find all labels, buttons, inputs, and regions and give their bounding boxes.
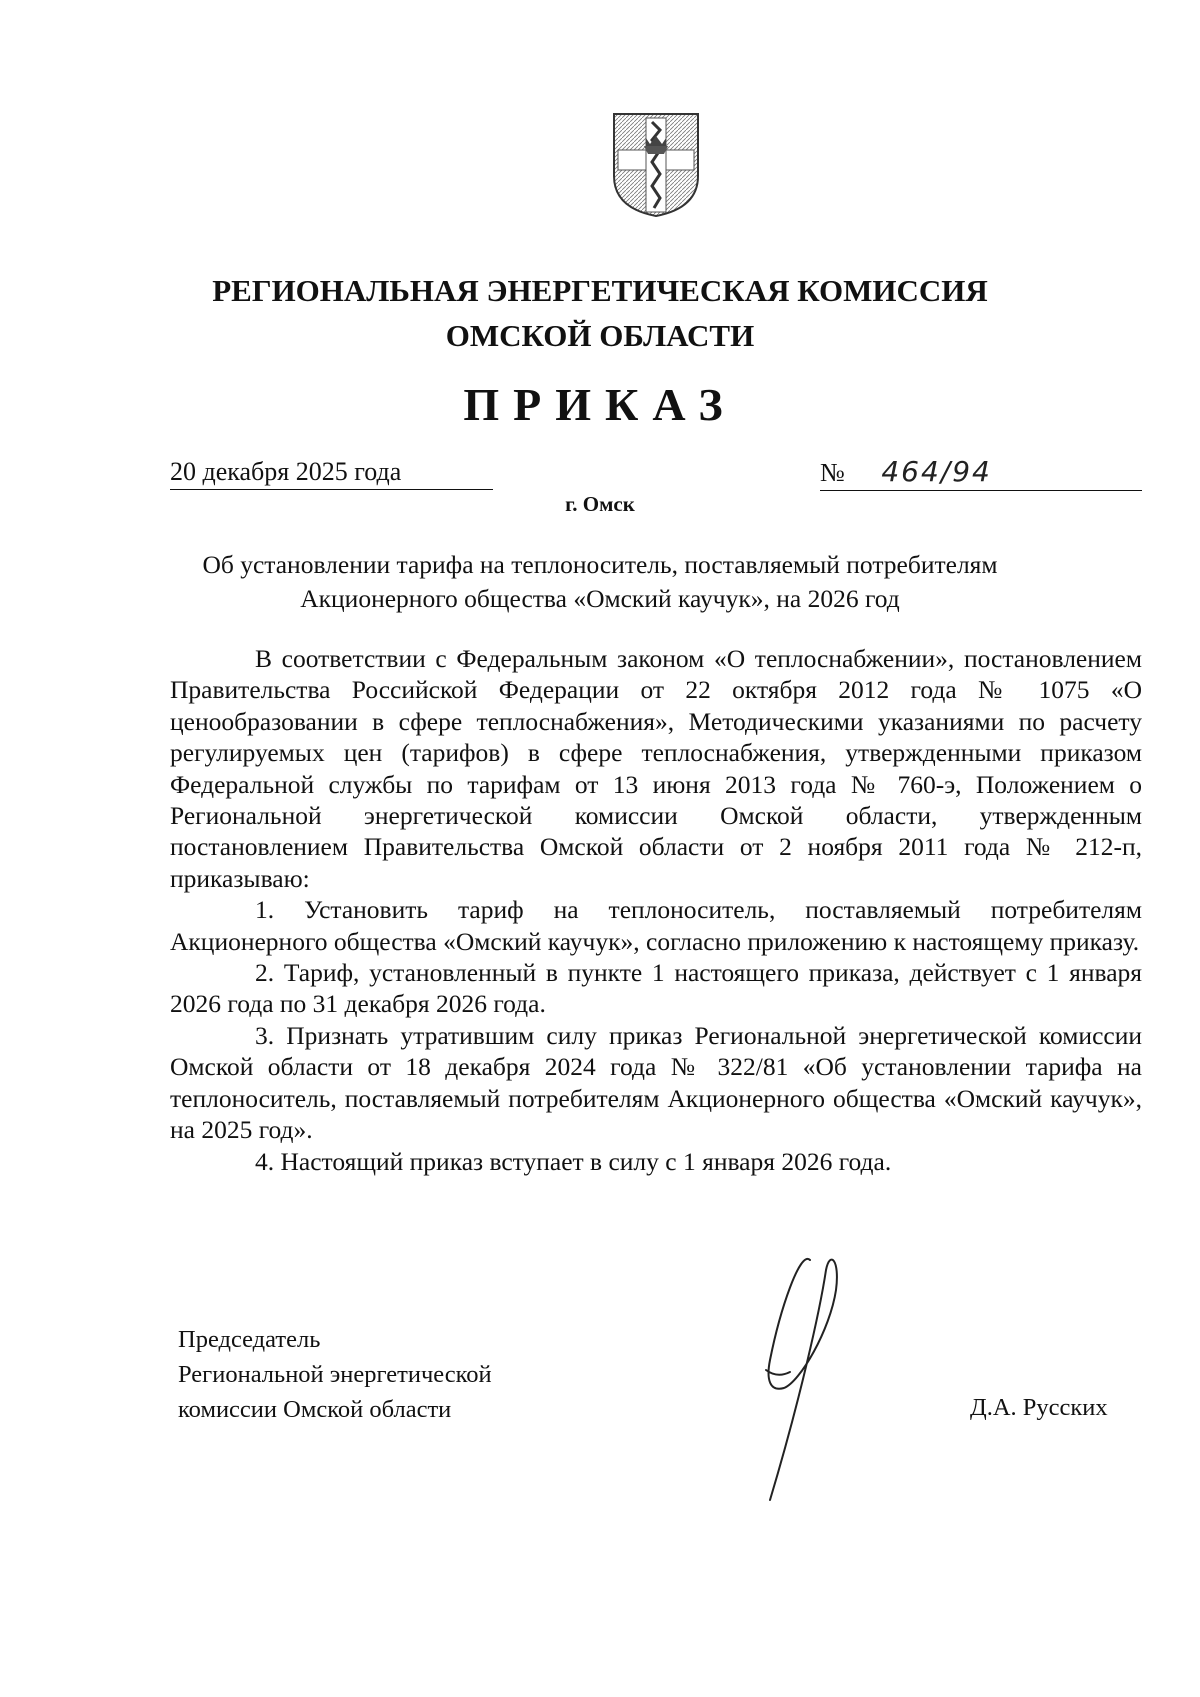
document-number-field bbox=[820, 455, 1142, 491]
organization-name-line1: РЕГИОНАЛЬНАЯ ЭНЕРГЕТИЧЕСКАЯ КОМИССИЯ bbox=[212, 273, 988, 308]
subject-line2: Акционерного общества «Омский каучук», на 2026 год bbox=[300, 584, 900, 613]
signer-position bbox=[178, 1322, 492, 1427]
signer-name: Д.А. Русских bbox=[970, 1394, 1108, 1421]
coat-of-arms-icon bbox=[610, 110, 702, 220]
document-subject bbox=[190, 548, 1010, 616]
preamble-paragraph: В соответствии с Федеральным законом «О теплоснабжении», постановлением Правительства Российской Федерации от 22 октября 2012 года № 1075 «О ценообразовании в сфере теплоснабжения», Методическими указаниями по расчету регулируемых цен (тарифов) в сфере теплоснабжения, утвержденными приказом Федеральной службы по тарифам от 13 июня 2013 года № 760-э, Положением о Региональной энергетической комиссии Омской области, утвержденным постановлением Правительства Омской области от 2 ноября 2011 года № 212-п, приказываю: bbox=[170, 644, 1142, 893]
order-item-1: 1. Установить тариф на теплоноситель, поставляемый потребителям Акционерного общества «Омский каучук», согласно приложению к настоящему приказу. bbox=[170, 895, 1142, 956]
document-city: г. Омск bbox=[565, 492, 635, 516]
signature-icon bbox=[740, 1220, 880, 1510]
document-date: 20 декабря 2025 года bbox=[170, 455, 493, 490]
signer-position-line2: Региональной энергетической bbox=[178, 1361, 492, 1388]
order-item-4: 4. Настоящий приказ вступает в силу с 1 января 2026 года. bbox=[255, 1146, 892, 1176]
signer-position-line3: комиссии Омской области bbox=[178, 1396, 452, 1423]
organization-name-line2: ОМСКОЙ ОБЛАСТИ bbox=[445, 318, 755, 353]
subject-line1: Об установлении тарифа на теплоноситель, поставляемый потребителям bbox=[202, 550, 998, 579]
document-body bbox=[170, 643, 1142, 1177]
document-number-label: № bbox=[820, 458, 845, 487]
document-type-title: ПРИКАЗ bbox=[463, 379, 737, 430]
order-item-3: 3. Признать утратившим силу приказ Региональной энергетической комиссии Омской области от 18 декабря 2024 года № 322/81 «Об установлении тарифа на теплоноситель, поставляемый потребителям Акционерного общества «Омский каучук», на 2025 год». bbox=[170, 1020, 1142, 1145]
order-item-2: 2. Тариф, установленный в пункте 1 настоящего приказа, действует с 1 января 2026 года по 31 декабря 2026 года. bbox=[170, 958, 1142, 1019]
signer-position-line1: Председатель bbox=[178, 1326, 321, 1353]
document-number-value: 464/94 bbox=[881, 455, 992, 488]
